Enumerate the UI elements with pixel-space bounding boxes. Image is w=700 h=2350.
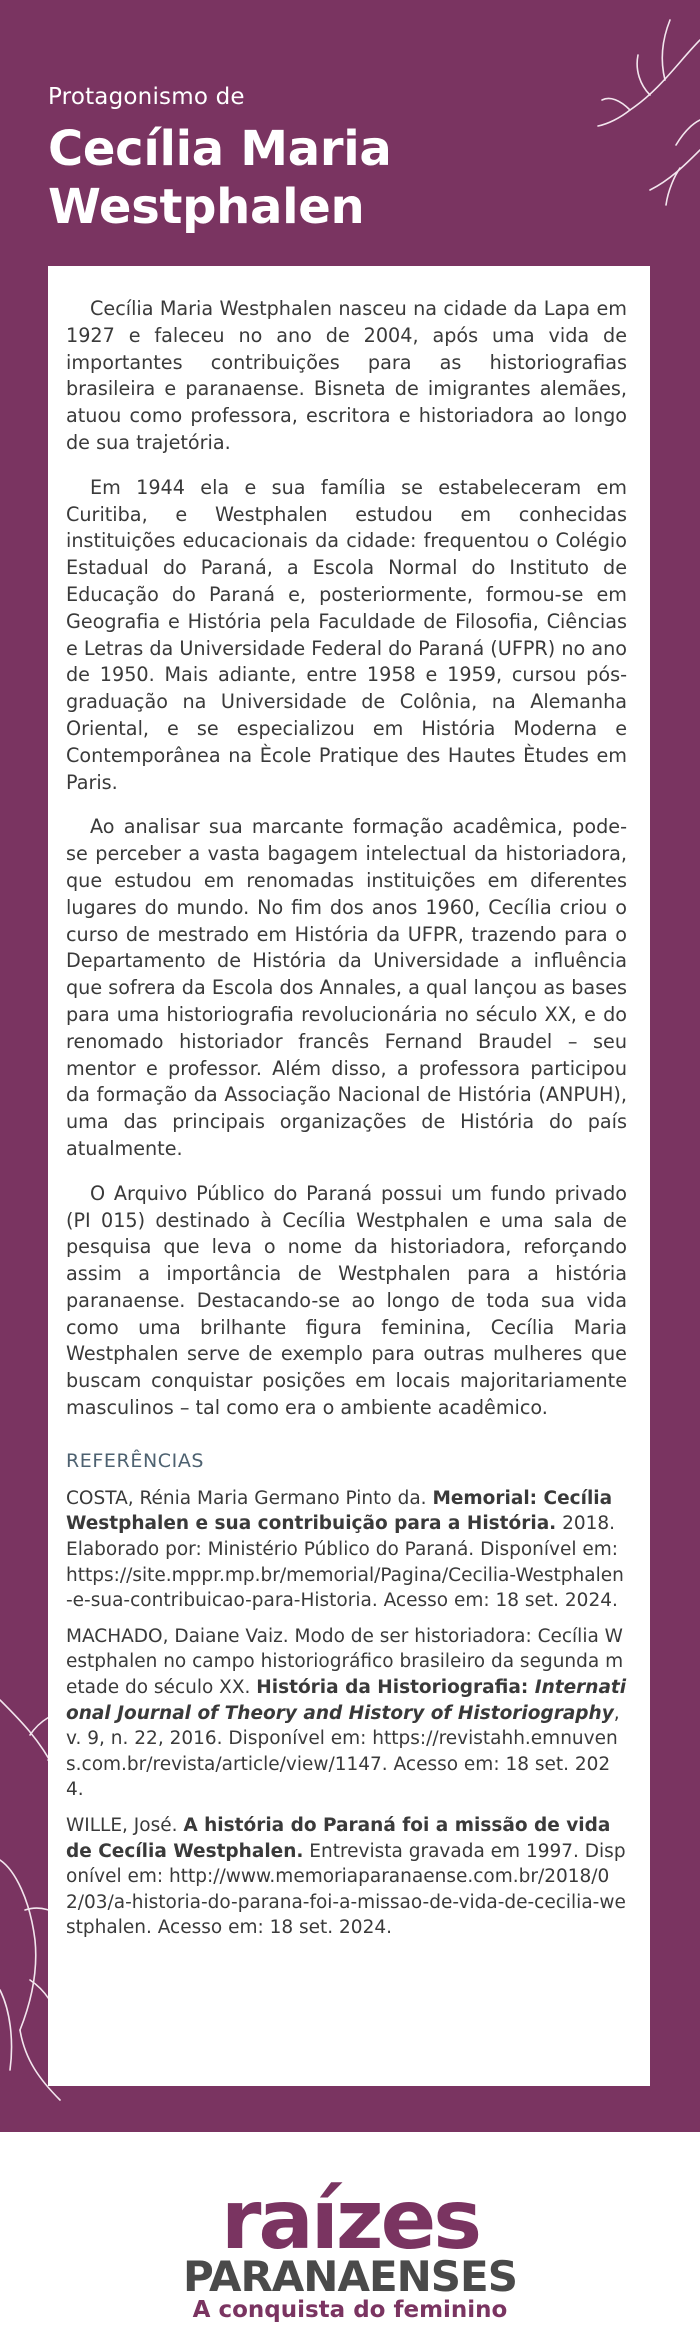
logo-tagline: A conquista do feminino (192, 2297, 508, 2323)
reference-subtitle: International Journal of Theory and History of Historiography (66, 1677, 627, 1724)
reference-text: 2018. Elaborado por: Ministério Público do Paraná. Disponível em: https://site.mppr.mp.br/memorial/Pagina/Cecilia-Westphalen-e-sua-contribuicao-para-Historia. Acesso em: 18 set. 2024. (66, 1513, 624, 1612)
reference-text: MACHADO, Daiane Vaiz. Modo de ser historiadora: Cecília Westphalen no campo historiográfico brasileiro da segunda metade do século XX. (66, 1625, 624, 1699)
content-card (48, 266, 650, 2086)
reference-title: Memorial: Cecília Westphalen e sua contribuição para a História. (66, 1487, 613, 1535)
body-paragraph: Cecília Maria Westphalen nasceu na cidade da Lapa em 1927 e faleceu no ano de 2004, após uma vida de importantes contribuições para as historiografias brasileira e paranaense. Bisneta de imigrantes alemães, atuou como professora, escritora e historiadora ao longo de sua trajetória. (66, 297, 627, 454)
references-heading: REFERÊNCIAS (66, 1449, 205, 1472)
reference-item (66, 1624, 627, 1803)
body-paragraph: Em 1944 ela e sua família se estabeleceram em Curitiba, e Westphalen estudou em conhecidas instituições educacionais da cidade: frequentou o Colégio Estadual do Paraná, a Escola Normal do Instituto de Educação do Paraná e, posteriormente, formou-se em Geografia e História pela Faculdade de Filosofia, Ciências e Letras da Universidade Federal do Paraná (UFPR) no ano de 1950. Mais adiante, entre 1958 e 1959, cursou pós-graduação na Universidade de Colônia, na Alemanha Oriental, e se especializou em História Moderna e Contemporânea na Ècole Pratique des Hautes Ètudes em Paris. (66, 475, 628, 794)
title-line-2: Westphalen (48, 179, 365, 235)
reference-text: Entrevista gravada em 1997. Disponível em: http://www.memoriaparanaense.com.br/2018/02/03/a-historia-do-parana-foi-a-missao-de-vida-de-cecilia-westphalen. Acesso em: 18 set. 2024. (66, 1840, 626, 1939)
title-line-1: Cecília Maria (48, 121, 392, 177)
reference-text: WILLE, José. (66, 1815, 184, 1836)
page-title (48, 120, 391, 236)
raizes-paranaenses-logo (0, 2160, 700, 2340)
reference-title: A história do Paraná foi a missão de vida de Cecília Westphalen. (66, 1815, 611, 1862)
logo-word-raizes: raízes (220, 2173, 480, 2268)
page-subtitle: Protagonismo de (48, 84, 245, 110)
body-paragraph: O Arquivo Público do Paraná possui um fundo privado (PI 015) destinado à Cecília Westphalen e uma sala de pesquisa que leva o nome da historiadora, reforçando assim a importância de Westphalen para a história paranaense. Destacando-se ao longo de toda sua vida como uma brilhante figura feminina, Cecília Maria Westphalen serve de exemplo para outras mulheres que buscam conquistar posições em locais majoritariamente masculinos – tal como era o ambiente acadêmico. (66, 1181, 627, 1420)
logo-word-paranaenses: PARANAENSES (183, 2252, 517, 2301)
reference-text: , v. 9, n. 22, 2016. Disponível em: https://revistahh.emnuvens.com.br/revista/article/view/1147. Acesso em: 18 set. 2024. (66, 1702, 620, 1801)
tree-branch-decoration (590, 0, 700, 230)
reference-text: COSTA, Rénia Maria Germano Pinto da. (66, 1487, 433, 1509)
body-paragraph: Ao analisar sua marcante formação acadêmica, pode-se perceber a vasta bagagem intelectual da historiadora, que estudou em renomadas instituições em diferentes lugares do mundo. No fim dos anos 1960, Cecília criou o curso de mestrado em História da UFPR, trazendo para o Departamento de História da Universidade a influência que sofrera da Escola dos Annales, a qual lançou as bases para uma historiografia revolucionária no século XX, e do renomado historiador francês Fernand Braudel – seu mentor e professor. Além disso, a professora participou da formação da Associação Nacional de História (ANPUH), uma das principais organizações de História do país atualmente. (66, 815, 627, 1160)
header (48, 84, 391, 236)
reference-item (66, 1486, 627, 1614)
reference-title: História da Historiografia: (256, 1677, 529, 1699)
reference-item (66, 1813, 627, 1941)
